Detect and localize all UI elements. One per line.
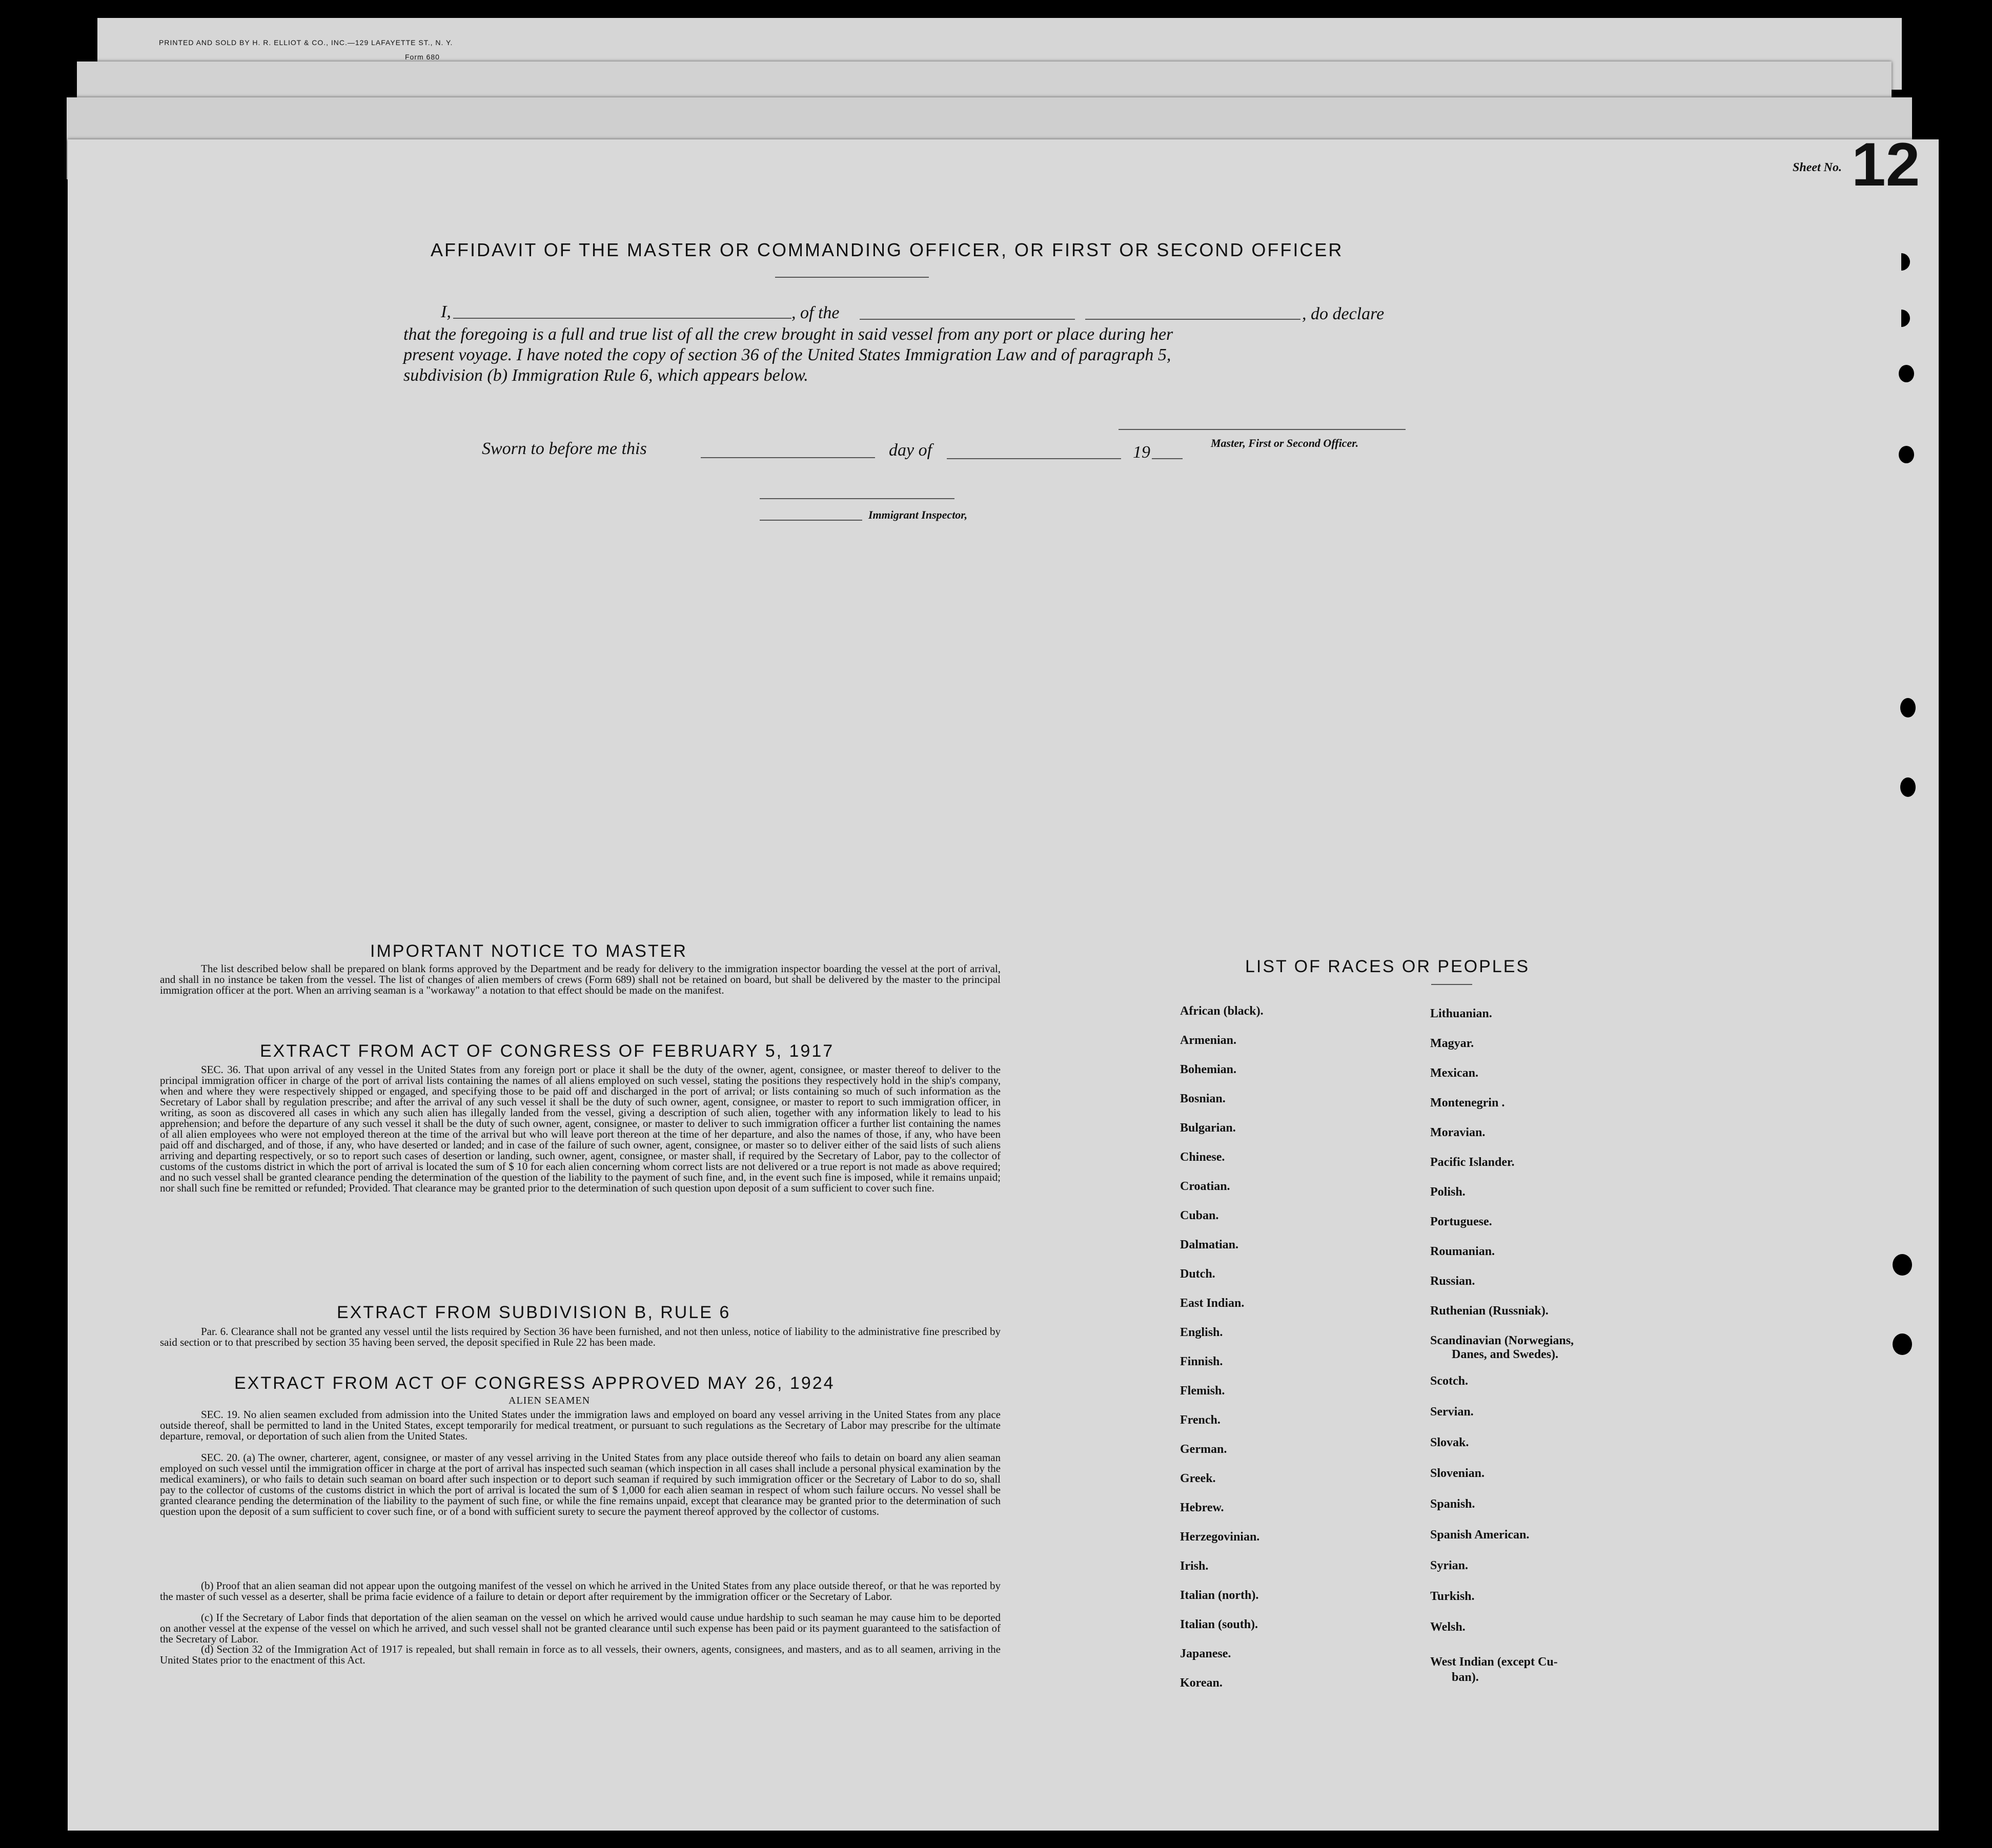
decl-i: I, [441,302,451,321]
vessel-blank-2[interactable] [1085,319,1300,320]
race-item: Slovenian. [1430,1467,1485,1480]
decl-line-4: subdivision (b) Immigration Rule 6, which appears below. [403,366,808,385]
decl-of-the: , of the [791,303,840,322]
affidavit-sheet [68,130,1939,1831]
extract-1917-title: EXTRACT FROM ACT OF CONGRESS OF FEBRUARY 5, 1917 [260,1041,835,1061]
extract-1924-sec20a: SEC. 20. (a) The owner, charterer, agent, consignee, or master of any vessel arriving in the United States from any place outside thereof who fails to detain on board any alien seaman employed on such vessel until the immigration officer in charge at the port of arrival has inspected such seaman (which inspection in all cases shall include a personal physical examination by the medical examiners), or who fails to detain such seaman on board after such inspection or to deport such seaman if required by such immigration officer or the Secretary of Labor to do so, shall pay to the collector of customs of the customs district in which the port of arrival is located the sum of $ 1,000 for each alien seaman in respect of whom such failure occurs. No vessel shall be granted clearance pending the determination of the liability to the payment of such fine, or while the fine remains unpaid, except that clearance may be granted prior to the determination of such question upon the deposit of a sum sufficient to cover such fine, or of a bond with sufficient surety to secure the payment thereof approved by the collector of customs. [160,1451,1001,1517]
race-item: Ruthenian (Russniak). [1430,1304,1549,1318]
race-item: Scotch. [1430,1374,1468,1388]
extract-1917-text: SEC. 36. That upon arrival of any vessel in the United States from any foreign port or place it shall be the duty of the owner, agent, consignee, or master thereof to deliver to the principal immigration officer in charge of the port of arrival lists containing the names of all aliens employed on such vessel, stating the positions they respectively hold in the ship's company, when and where they were respectively shipped or engaged, and specifying those to be paid off and discharged in the port of arrival; or lists containing so much of such information as the Secretary of Labor shall by regulation prescribe; and after the arrival of any such vessel it shall be the duty of such owner, agent, consignee, or master to report to such immigration officer, in writing, as soon as discovered all cases in which any such alien has illegally landed from the vessel, giving a description of such alien, together with any information likely to lead to his apprehension; and before the departure of any such vessel it shall be the duty of such owner, agent, consignee, or master to deliver to such immigration officer a further list containing the names of all alien employees who were not employed thereon at the time of the arrival but who will leave port thereon at the time of her departure, and also the names of those, if any, who have been paid off and discharged, and of those, if any, who have deserted or landed; and in case of the failure of such owner, agent, consignee, or master so to deliver either of the said lists of such aliens arriving and departing respectively, or so to report such cases of desertion or landing, such owner, agent, consignee, or master shall, if required by the Secretary of Labor, pay to the collector of customs of the customs district in which the port of arrival is located the sum of $ 10 for each alien concerning whom correct lists are not delivered or a true report is not made as above required; and no such vessel shall be granted clearance pending the determination of the question of the liability to the payment of such fine, and, in the event such fine is imposed, while it remains unpaid; nor shall such fine be remitted or refunded; Provided. That clearance may be granted prior to the determination of such question upon deposit of a sum sufficient to cover such fine. [160,1063,1001,1194]
binder-hole [1899,365,1914,382]
race-item: Herzegovinian. [1180,1530,1260,1544]
race-item: English. [1180,1326,1223,1339]
race-item: Spanish. [1430,1497,1475,1511]
race-item: Irish. [1180,1559,1209,1573]
sheet-label-main: Sheet No. [1793,161,1842,174]
month-blank[interactable] [947,458,1121,459]
race-item: Italian (north). [1180,1589,1259,1602]
race-item: Croatian. [1180,1180,1230,1193]
race-item: Welsh. [1430,1620,1466,1634]
affidavit-title: AFFIDAVIT OF THE MASTER OR COMMANDING OFFICER, OR FIRST OR SECOND OFFICER [431,239,1344,260]
inspector-blank-2[interactable] [760,520,862,521]
notice-text: The list described below shall be prepared on blank forms approved by the Department and be ready for delivery to the immigration inspector boarding the vessel at the port of arrival, and shall in no instance be taken from the vessel. The list of changes of alien members of crews (Form 689) shall not be retained on board, but shall be delivered by the master to the principal immigration officer at the port. When an arriving seaman is a "workaway" a notation to that effect should be made on the manifest. [160,962,1001,996]
race-item: African (black). [1180,1004,1264,1018]
race-item: Scandinavian (Norwegians, [1430,1334,1574,1347]
race-item: Turkish. [1430,1590,1475,1603]
extract-rule6-title: EXTRACT FROM SUBDIVISION B, RULE 6 [337,1303,731,1322]
race-item: Flemish. [1180,1384,1225,1398]
binder-hole [1893,310,1910,327]
decl-do-declare: , do declare [1302,304,1385,323]
race-item: Japanese. [1180,1647,1231,1660]
extract-1924-title: EXTRACT FROM ACT OF CONGRESS APPROVED MAY 26, 1924 [234,1373,835,1393]
races-title-rule [1431,984,1472,985]
race-item: Portuguese. [1430,1215,1492,1228]
signature-blank[interactable] [1119,429,1406,430]
binder-hole [1893,253,1910,271]
race-item: Magyar. [1430,1037,1474,1050]
race-item: Spanish American. [1430,1528,1530,1542]
race-item: Cuban. [1180,1209,1219,1222]
race-item: Chinese. [1180,1151,1225,1164]
race-item: Slovak. [1430,1436,1469,1449]
race-item: East Indian. [1180,1297,1245,1310]
extract-1924-sec19: SEC. 19. No alien seamen excluded from admission into the United States under the immigration laws and employed on board any vessel arriving in the United States from any place outside thereof, shall be permitted to land in the United States, except temporarily for medical treatment, or pursuant to such regulations as the Secretary of Labor may prescribe for the ultimate departure, removal, or deportation of such alien from the United States. [160,1408,1001,1442]
binder-hole [1900,777,1916,797]
race-item: Greek. [1180,1472,1216,1485]
title-rule [775,277,929,278]
signature-label: Master, First or Second Officer. [1211,437,1359,449]
day-blank[interactable] [701,457,875,458]
inspector-blank-1[interactable] [760,498,954,499]
race-item: West Indian (except Cu- [1430,1655,1558,1669]
year-blank[interactable] [1152,458,1183,459]
form-number-top: Form 680 [405,53,440,61]
race-item: Danes, and Swedes). [1452,1348,1559,1361]
race-item: Lithuanian. [1430,1007,1492,1020]
race-item: Roumanian. [1430,1245,1495,1258]
sworn-year: 19 [1133,443,1150,462]
race-item: Mexican. [1430,1066,1478,1080]
race-item: German. [1180,1443,1227,1456]
extract-rule6-text: Par. 6. Clearance shall not be granted any vessel until the lists required by Section 36 have been furnished, and not then unless, notice of liability to the administrative fine prescribed by said section or to that prescribed by section 35 having been served, the deposit specified in Rule 22 has been made. [160,1325,1001,1348]
vessel-blank-1[interactable] [860,319,1075,320]
race-item: Armenian. [1180,1034,1236,1047]
extract-1924-sec20c: (c) If the Secretary of Labor finds that deportation of the alien seaman on the vessel on which he arrived would cause undue hardship to such seaman he may cause him to be deported on another vessel at the expense of the vessel on which he arrived, and such vessel shall not be granted clearance until such expense has been paid or its payment guaranteed to the satisfaction of the Secretary of Labor. [160,1611,1001,1645]
race-item: Russian. [1430,1275,1475,1288]
extract-1924-sec20d: (d) Section 32 of the Immigration Act of 1917 is repealed, but shall remain in force as to all vessels, their owners, agents, consignees, and masters, and as to all seamen, arriving in the United States prior to the enactment of this Act. [160,1643,1001,1666]
sworn-text: Sworn to before me this [482,439,647,458]
race-item: ban). [1452,1671,1479,1684]
race-item: Finnish. [1180,1355,1223,1368]
race-item: Pacific Islander. [1430,1156,1515,1169]
race-item: Korean. [1180,1676,1223,1690]
race-item: Moravian. [1430,1126,1486,1139]
race-item: Hebrew. [1180,1501,1224,1514]
binder-hole [1893,1254,1912,1276]
binder-hole [1893,1333,1912,1355]
extract-1924-subtitle: ALIEN SEAMEN [509,1395,591,1406]
inspector-label: Immigrant Inspector, [868,508,968,521]
race-item: Servian. [1430,1405,1474,1419]
race-item: Bohemian. [1180,1063,1237,1076]
race-item: Dutch. [1180,1267,1215,1281]
extract-1924-sec20b: (b) Proof that an alien seaman did not appear upon the outgoing manifest of the vessel on which he arrived in the United States from any place outside thereof, or that he was reported by the master of such vessel as a deserter, shall be prima facie evidence of a failure to detain or deport after requirement by the immigration officer or the Secretary of Labor. [160,1579,1001,1603]
race-item: Syrian. [1430,1559,1469,1572]
race-item: Polish. [1430,1185,1466,1199]
printer-line: PRINTED AND SOLD BY H. R. ELLIOT & CO., INC.—129 LAFAYETTE ST., N. Y. [159,38,453,47]
decl-line-3: present voyage. I have noted the copy of section 36 of the United States Immigration Law and of paragraph 5, [403,345,1171,364]
binder-hole [1899,446,1914,463]
race-item: French. [1180,1413,1221,1427]
name-blank[interactable] [453,318,791,319]
race-item: Dalmatian. [1180,1238,1238,1251]
race-item: Italian (south). [1180,1618,1258,1631]
notice-title: IMPORTANT NOTICE TO MASTER [370,941,687,961]
sheet-value-main: 12 [1852,130,1920,199]
race-item: Montenegrin . [1430,1096,1505,1110]
races-title: LIST OF RACES OR PEOPLES [1245,957,1530,976]
sworn-day-of: day of [889,441,932,460]
binder-hole [1900,698,1916,717]
race-item: Bosnian. [1180,1092,1226,1105]
decl-line-2: that the foregoing is a full and true list of all the crew brought in said vessel from any port or place during her [403,325,1173,344]
race-item: Bulgarian. [1180,1121,1236,1135]
